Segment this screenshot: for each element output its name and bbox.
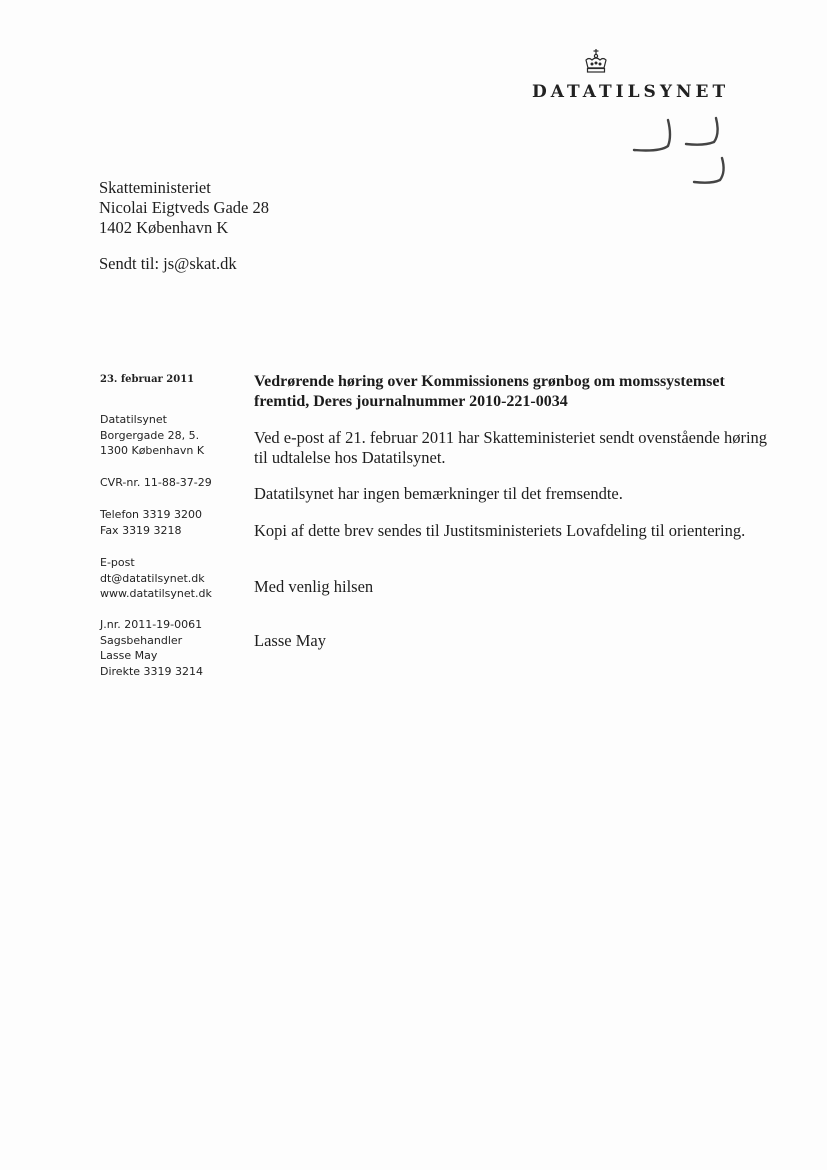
crown-icon bbox=[582, 48, 610, 76]
direct-phone: Direkte 3319 3214 bbox=[100, 664, 204, 678]
recipient-name: Skatteministeriet bbox=[99, 178, 211, 197]
case-handler-name: Lasse May bbox=[100, 649, 158, 662]
recipient-city: 1402 København K bbox=[99, 218, 229, 237]
handwritten-marks-icon bbox=[628, 110, 738, 190]
journal-number: J.nr. 2011-19-0061 bbox=[100, 618, 203, 631]
contact-block bbox=[100, 555, 212, 602]
case-handler-label: Sagsbehandler bbox=[100, 633, 183, 647]
logo-wordmark: DATATILSYNET bbox=[532, 82, 730, 102]
cvr-number: CVR-nr. 11-88-37-29 bbox=[100, 476, 212, 489]
sender-address bbox=[100, 412, 204, 459]
closing: Med venlig hilsen bbox=[254, 577, 374, 596]
recipient-street: Nicolai Eigtveds Gade 28 bbox=[99, 198, 269, 217]
email-address: dt@datatilsynet.dk bbox=[100, 571, 205, 585]
paragraph-3: Kopi af dette brev sendes til Justitsministeriets Lovafdeling til orientering. bbox=[254, 521, 746, 540]
sender-name: Datatilsynet bbox=[100, 413, 167, 426]
phone-block bbox=[100, 507, 202, 538]
recipient-address bbox=[99, 178, 269, 238]
sender-street: Borgergade 28, 5. bbox=[100, 428, 200, 442]
email-label: E-post bbox=[100, 556, 135, 569]
letter-date: 23. februar 2011 bbox=[100, 374, 195, 385]
signature: Lasse May bbox=[254, 631, 326, 650]
website: www.datatilsynet.dk bbox=[100, 587, 212, 600]
fax-number: Fax 3319 3218 bbox=[100, 523, 182, 537]
case-block bbox=[100, 617, 203, 679]
phone-number: Telefon 3319 3200 bbox=[100, 508, 202, 521]
paragraph-1: Ved e-post af 21. februar 2011 har Skatteministeriet sendt ovenstående høring til udtalelse hos Datatilsynet. bbox=[254, 428, 768, 467]
sent-to-line: Sendt til: js@skat.dk bbox=[99, 254, 237, 273]
paragraph-2: Datatilsynet har ingen bemærkninger til det fremsendte. bbox=[254, 484, 623, 503]
sender-city: 1300 København K bbox=[100, 444, 205, 457]
letter-subject: Vedrørende høring over Kommissionens grønbog om momssystemset fremtid, Deres journalnummer 2010-221-0034 bbox=[254, 373, 725, 410]
